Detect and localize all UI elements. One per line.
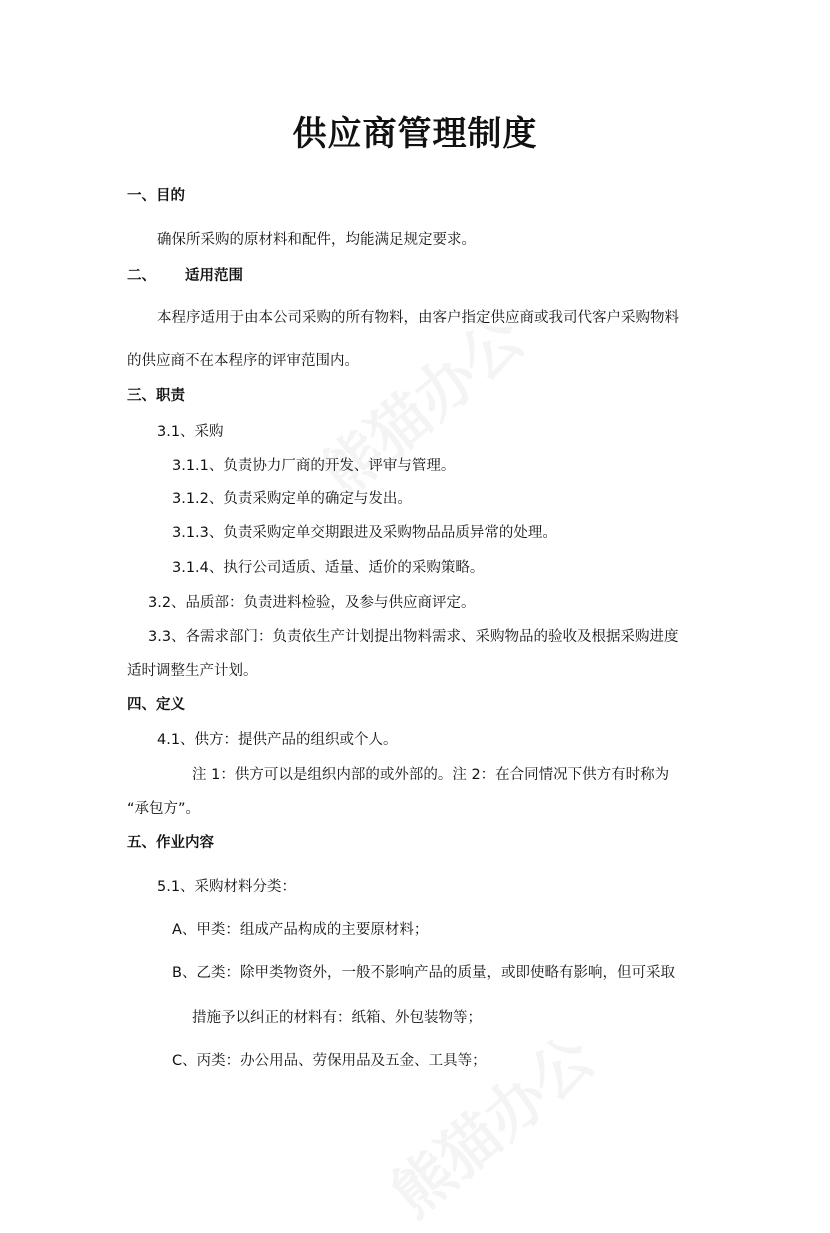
paragraph: 确保所采购的原材料和配件，均能满足规定要求。 (157, 232, 476, 248)
list-item: 措施予以纠正的材料有：纸箱、外包装物等； (192, 1010, 482, 1026)
list-item: 3.1.3、负责采购定单交期跟进及采购物品品质异常的处理。 (172, 525, 557, 541)
list-item: C、丙类：办公用品、劳保用品及五金、工具等； (172, 1053, 487, 1069)
paragraph: 本程序适用于由本公司采购的所有物料，由客户指定供应商或我司代客户采购物料 (157, 310, 679, 326)
paragraph: 的供应商不在本程序的评审范围内。 (127, 353, 359, 369)
list-item: 5.1、采购材料分类： (157, 879, 297, 895)
list-item: 3.3、各需求部门：负责依生产计划提出物料需求、采购物品的验收及根据采购进度 (148, 629, 679, 645)
note: 注 1：供方可以是组织内部的或外部的。注 2：在合同情况下供方有时称为 (192, 767, 670, 783)
watermark-lower (370, 1013, 609, 1233)
section-heading: 适用范围 (185, 268, 243, 284)
list-item: 4.1、供方：提供产品的组织或个人。 (157, 732, 398, 748)
list-item: 适时调整生产计划。 (127, 663, 258, 679)
list-item: A、甲类：组成产品构成的主要原材料； (172, 922, 429, 938)
note: “承包方”。 (127, 801, 201, 817)
list-item: 3.2、品质部：负责进料检验，及参与供应商评定。 (148, 595, 476, 611)
list-item: 3.1.2、负责采购定单的确定与发出。 (172, 491, 412, 507)
list-item: 3.1、采购 (157, 424, 224, 440)
list-item: 3.1.4、执行公司适质、适量、适价的采购策略。 (172, 560, 485, 576)
section-heading: 四、定义 (127, 697, 185, 713)
list-item: 3.1.1、负责协力厂商的开发、评审与管理。 (172, 458, 456, 474)
page-title: 供应商管理制度 (292, 114, 538, 154)
section-heading: 五、作业内容 (127, 835, 214, 851)
section-heading: 一、目的 (127, 188, 185, 204)
section-number: 二、 (127, 268, 156, 284)
list-item: B、乙类：除甲类物资外，一般不影响产品的质量，或即使略有影响，但可采取 (172, 965, 675, 981)
section-heading: 三、职责 (127, 388, 185, 404)
